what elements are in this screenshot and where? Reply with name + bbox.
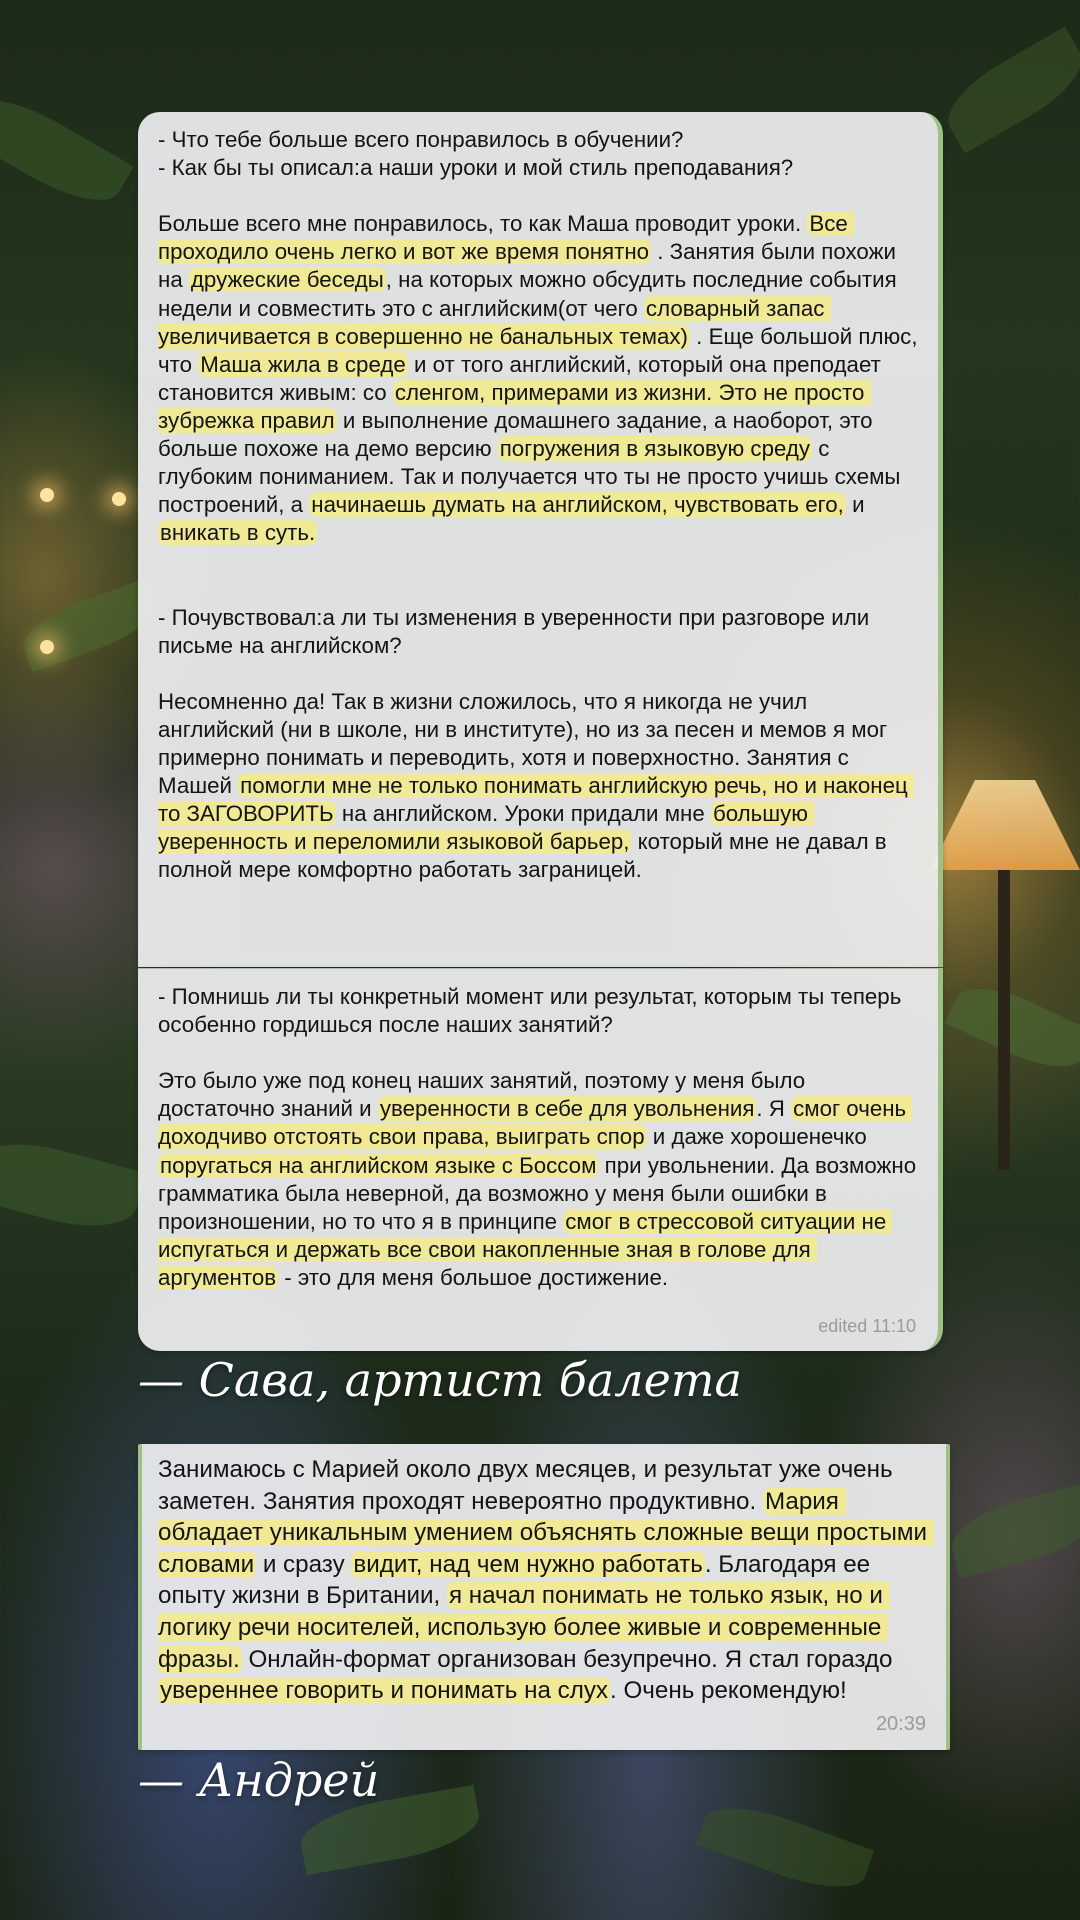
highlighted-text: смог в стрессовой ситуации не испугаться и держать все свои накопленные зная в голове для аргументов — [158, 1208, 893, 1290]
highlighted-text: видит, над чем нужно работать — [353, 1550, 703, 1578]
highlighted-text: смог очень доходчиво отстоять свои права, выиграть спор — [158, 1096, 913, 1150]
highlighted-text: начинаешь думать на английском, чувствовать его, — [311, 492, 844, 518]
text-segment: и даже хорошенечко — [646, 1124, 873, 1150]
text-segment: и выполнение домашнего задание, а наоборот, это больше похоже на демо версию — [158, 407, 879, 462]
text-segment: - это для меня большое достижение. — [278, 1264, 669, 1290]
highlighted-text: Все проходило очень легко и вот же время понятно — [158, 211, 855, 265]
text-segment: и — [845, 492, 871, 518]
testimonial-author: — Сава, артист балета — [138, 1353, 742, 1407]
highlighted-text: словарный запас увеличивается в совершенно не банальных темах) — [158, 295, 831, 349]
text-segment: - Помнишь ли ты конкретный момент или результат, которым ты теперь особенно гордишься после наших занятий? Это было уже под конец наших занятий, поэтому у меня было достаточно знаний и — [158, 984, 902, 1122]
testimonial-card-sava-part-1 — [138, 112, 943, 967]
text-segment: . Занятия были похожи на — [158, 239, 903, 293]
text-segment: - Почувствовал:а ли ты изменения в уверенности при разговоре или письме на английском? Несомненно да! Так в жизни сложилось, что я никогда не учил английский (ни в школе, ни в институте), но из за песен и мемов я мог примерно понимать и переводить, хотя и поверхностно. Занятия с Машей — [158, 604, 888, 799]
highlighted-text: помогли мне не только понимать английскую речь, но и наконец то ЗАГОВОРИТЬ — [158, 773, 914, 827]
highlighted-text: большую уверенность и переломили языковой барьер, — [158, 801, 815, 855]
highlighted-text: поругаться на английском языке с Боссом — [160, 1152, 597, 1178]
message-timestamp: 20:39 — [875, 1713, 926, 1735]
highlighted-text: я начал понимать не только язык, но и логику речи носителей, использую более живые и современные фразы. — [158, 1582, 890, 1673]
text-segment: с глубоким пониманием. Так и получается что ты не просто учишь схемы построений, а — [158, 436, 907, 518]
text-segment: . Благодаря ее опыту жизни в Британии, — [158, 1550, 877, 1610]
text-segment: . Еще большой плюс, что — [158, 323, 924, 377]
testimonial-card-andrey — [138, 1444, 950, 1750]
text-segment: Онлайн-формат организован безупречно. Я стал гораздо — [241, 1645, 900, 1673]
text-segment: - Что тебе больше всего понравилось в обучении? - Как бы ты описал:а наши уроки и мой стиль преподавания? Больше всего мне понравилось, то как Маша проводит уроки. — [158, 127, 802, 237]
text-segment: на английском. Уроки придали мне — [335, 801, 711, 827]
text-segment: Занимаюсь с Марией около двух месяцев, и результат уже очень заметен. Занятия проходят невероятно продуктивно. — [158, 1456, 900, 1515]
lamp-decoration — [930, 780, 1080, 870]
highlighted-text: дружеские беседы — [190, 267, 384, 293]
testimonial-card-sava-part-2 — [138, 968, 943, 1351]
highlighted-text: погружения в языковую среду — [499, 436, 811, 462]
text-segment: при увольнении. Да возможно грамматика была неверной, да возможно у меня были ошибки в произношении, но то что я в принципе — [158, 1152, 923, 1234]
highlighted-text: уверенности в себе для увольнения — [379, 1096, 755, 1122]
text-segment: и сразу — [256, 1550, 352, 1578]
message-timestamp: edited 11:10 — [818, 1316, 916, 1336]
message-text — [158, 126, 924, 885]
text-segment: который мне не давал в полной мере комфортно работать заграницей. — [158, 829, 893, 883]
testimonial-author: — Андрей — [138, 1753, 380, 1807]
text-segment: . Я — [756, 1096, 792, 1122]
message-text — [158, 983, 923, 1292]
text-segment: . Очень рекомендую! — [610, 1677, 847, 1705]
text-segment: , на которых можно обсудить последние события недели и совместить это с английским(от чего — [158, 267, 903, 321]
text-segment: и от того английский, который она преподает становится живым: со — [158, 351, 888, 405]
highlighted-text: Мария обладает уникальным умением объяснять сложные вещи простыми словами — [158, 1487, 934, 1578]
highlighted-text: вникать в суть. — [160, 520, 316, 546]
highlighted-text: увереннее говорить и понимать на слух — [160, 1677, 609, 1705]
highlighted-text: сленгом, примерами из жизни. Это не просто зубрежка правил — [158, 379, 871, 433]
message-text — [158, 1454, 932, 1707]
highlighted-text: Маша жила в среде — [200, 351, 406, 377]
